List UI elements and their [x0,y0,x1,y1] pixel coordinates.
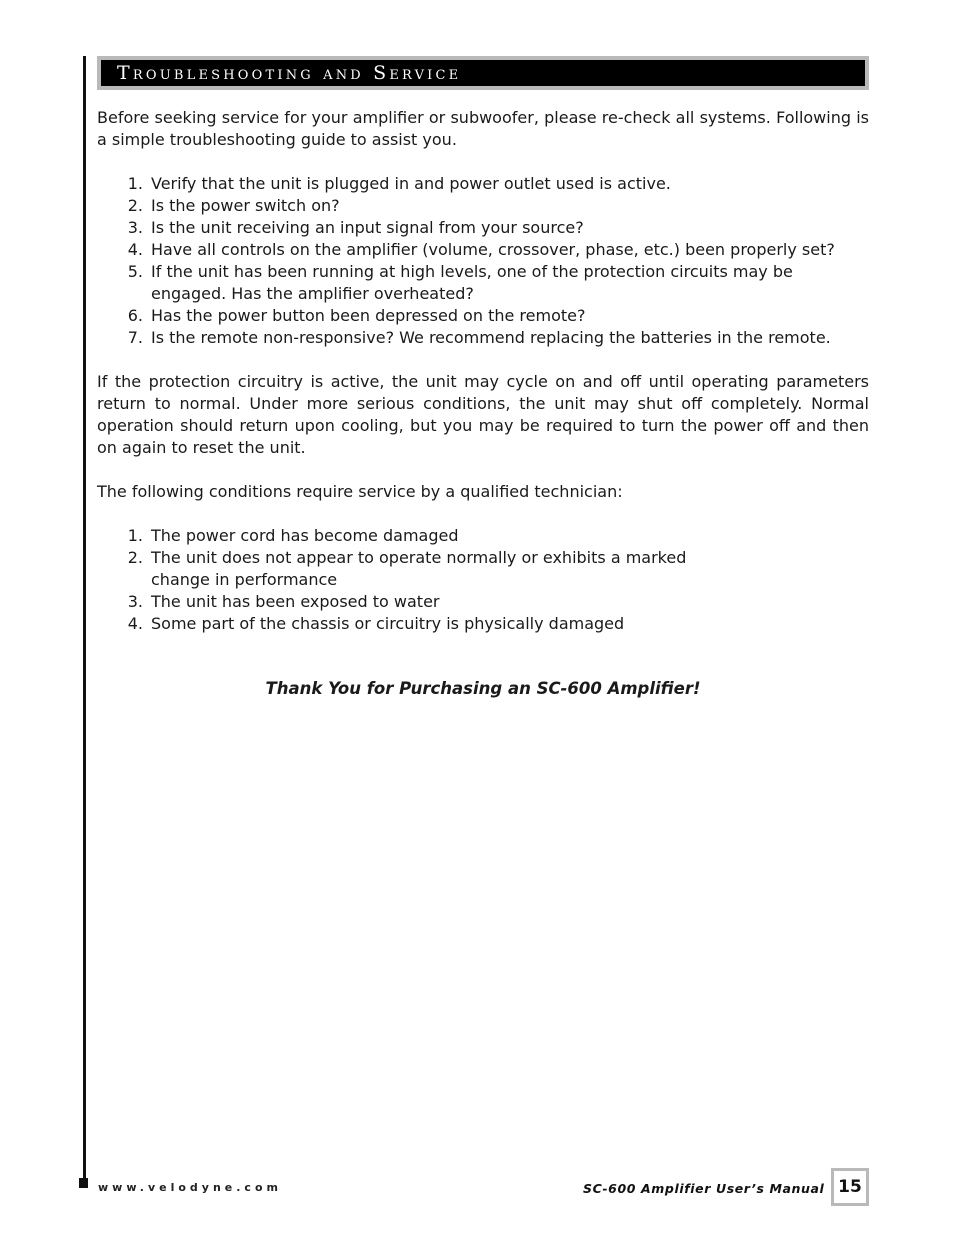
footer-manual-title: SC-600 Amplifier User’s Manual [583,1181,825,1196]
list-item: 4. Some part of the chassis or circuitry is physically damaged [127,614,625,633]
list-item: 2. The unit does not appear to operate normally or exhibits a marked change in performance [127,548,687,589]
page-number-box [831,1168,869,1206]
list-item: 1. Verify that the unit is plugged in and power outlet used is active. [127,174,671,193]
service-conditions-list [97,525,707,635]
intro-paragraph: Before seeking service for your amplifier or subwoofer, please re-check all systems. Following is a simple troubleshooting guide to assist you. [97,108,869,149]
left-margin-rule [83,56,86,1180]
section-header [97,56,869,90]
page-number: 15 [834,1171,866,1203]
protection-paragraph: If the protection circuitry is active, the unit may cycle on and off until operating parameters return to normal. Under more serious conditions, the unit may shut off completely. Normal operation should return upon cooling, but you may be required to turn the power off and then on again to reset the unit. [97,372,869,457]
service-intro: The following conditions require service by a qualified technician: [97,482,623,501]
list-item: 3. Is the unit receiving an input signal from your source? [127,218,584,237]
list-item: 6. Has the power button been depressed on the remote? [127,306,586,325]
list-item: 1. The power cord has become damaged [127,526,459,545]
list-item: 3. The unit has been exposed to water [127,592,440,611]
troubleshooting-checklist [97,173,869,349]
section-title: Troubleshooting and Service [117,62,462,84]
page-content [97,107,869,700]
list-item: 4. Have all controls on the amplifier (volume, crossover, phase, etc.) been properly set? [127,240,835,259]
thank-you-note: Thank You for Purchasing an SC-600 Amplifier! [265,679,701,698]
footer-website: www.velodyne.com [98,1181,282,1194]
section-header-bar [101,60,865,86]
list-item: 2. Is the power switch on? [127,196,340,215]
rule-end-marker [79,1178,88,1188]
list-item: 5. If the unit has been running at high levels, one of the protection circuits may be engaged. Has the amplifier overheated? [127,262,793,303]
list-item: 7. Is the remote non-responsive? We recommend replacing the batteries in the remote. [127,328,831,347]
